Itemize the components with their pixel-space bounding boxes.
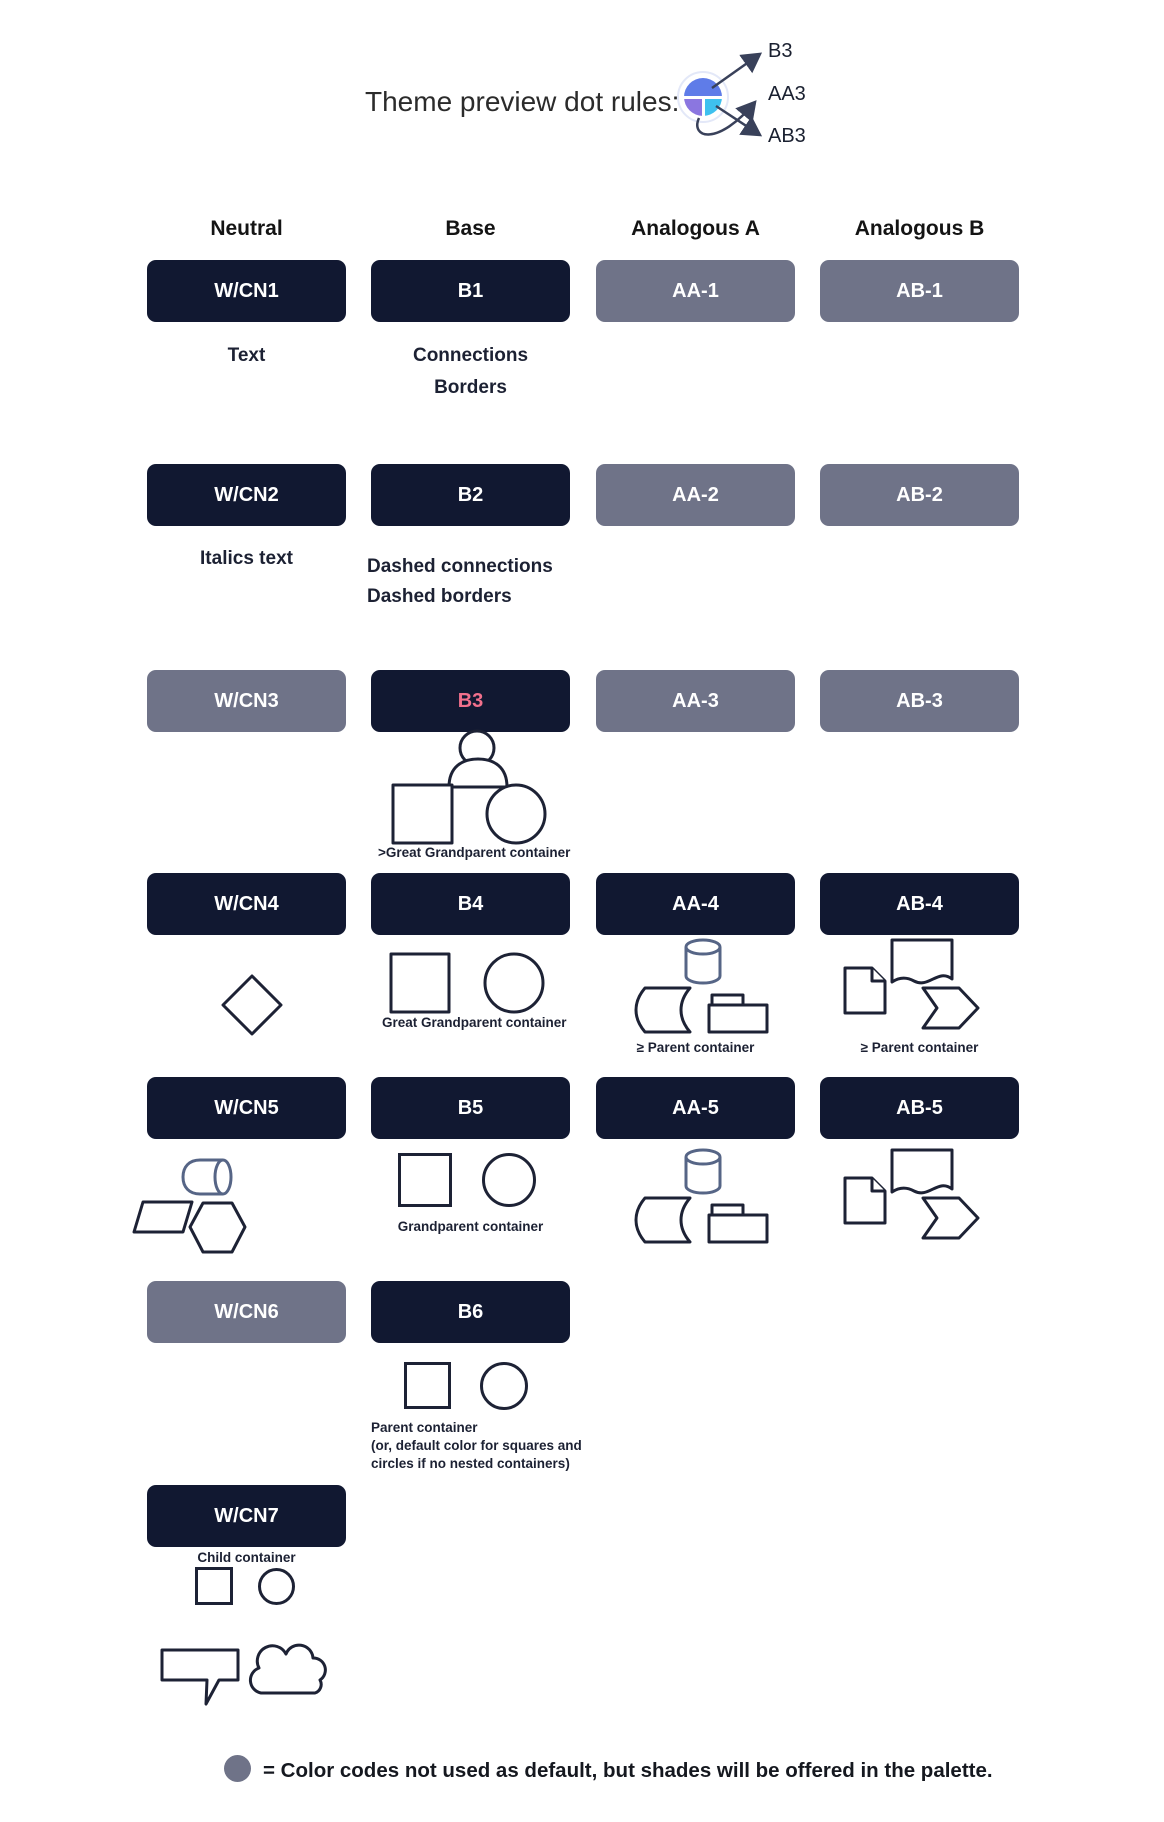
swatch-b6: B6 xyxy=(371,1281,570,1343)
document-icon xyxy=(845,1178,885,1223)
circle-shape xyxy=(258,1568,295,1605)
note-dashed-borders: Dashed borders xyxy=(367,586,512,607)
b3-figures xyxy=(385,725,553,847)
note-ge-parent-aa: ≥ Parent container xyxy=(636,1040,755,1055)
note-ge-parent-ab: ≥ Parent container xyxy=(860,1040,979,1055)
cloud-icon xyxy=(250,1645,325,1693)
swatch-ab5: AB-5 xyxy=(820,1077,1019,1139)
note-parent: Parent container xyxy=(371,1420,478,1435)
swatch-wcn7: W/CN7 xyxy=(147,1485,346,1547)
hexagon-shape xyxy=(190,1203,245,1252)
swatch-ab4: AB-4 xyxy=(820,873,1019,935)
chevron-icon xyxy=(923,988,978,1028)
swatch-ab2: AB-2 xyxy=(820,464,1019,526)
footer-note: = Color codes not used as default, but shades will be offered in the palette. xyxy=(263,1759,993,1782)
note-text: Text xyxy=(227,345,266,366)
legend-label-aa3: AA3 xyxy=(768,83,806,105)
legend-label-ab3: AB3 xyxy=(768,125,806,147)
cylinder-icon xyxy=(686,940,720,954)
person-icon xyxy=(449,759,507,787)
wcn7-figures xyxy=(155,1640,335,1710)
swatch-b1: B1 xyxy=(371,260,570,322)
square-shape xyxy=(398,1153,452,1207)
folder-icon xyxy=(709,1215,767,1242)
swatch-wcn1: W/CN1 xyxy=(147,260,346,322)
wcn5-figures xyxy=(130,1150,255,1258)
swatch-ab1: AB-1 xyxy=(820,260,1019,322)
speech-bubble-icon xyxy=(162,1650,238,1704)
note-parent-alt2: circles if no nested containers) xyxy=(371,1456,570,1471)
swatch-wcn5: W/CN5 xyxy=(147,1077,346,1139)
swatch-b2: B2 xyxy=(371,464,570,526)
wcn4-figures xyxy=(220,973,284,1037)
chevron-icon xyxy=(923,1198,978,1238)
page-title: Theme preview dot rules: xyxy=(365,86,680,117)
swatch-ab3: AB-3 xyxy=(820,670,1019,732)
note-italics-text: Italics text xyxy=(200,548,293,569)
note-dashed-connections: Dashed connections xyxy=(367,556,553,577)
circle-shape xyxy=(485,954,543,1012)
circle-shape xyxy=(487,785,545,843)
square-shape xyxy=(195,1567,233,1605)
cylinder-icon xyxy=(215,1160,231,1194)
arrow-to-aa3 xyxy=(697,102,755,134)
note-borders: Borders xyxy=(434,377,507,398)
note-gt-great-grandparent: >Great Grandparent container xyxy=(378,845,571,860)
document-icon xyxy=(845,968,885,1013)
cylinder-icon xyxy=(686,1150,720,1164)
square-shape xyxy=(391,954,449,1012)
swatch-wcn3: W/CN3 xyxy=(147,670,346,732)
legend-label-b3: B3 xyxy=(768,40,793,62)
note-connections: Connections xyxy=(412,345,529,366)
column-header-neutral: Neutral xyxy=(210,217,283,240)
note-grandparent: Grandparent container xyxy=(397,1219,544,1234)
swatch-aa2: AA-2 xyxy=(596,464,795,526)
arrow-to-b3 xyxy=(712,54,760,88)
folder-icon xyxy=(709,1005,767,1032)
color-dot xyxy=(224,1755,251,1782)
square-shape xyxy=(404,1362,451,1409)
swatch-wcn6: W/CN6 xyxy=(147,1281,346,1343)
note-great-grandparent: Great Grandparent container xyxy=(382,1015,567,1030)
square-shape xyxy=(393,785,452,843)
swatch-b4: B4 xyxy=(371,873,570,935)
ab4-figures xyxy=(840,935,985,1035)
column-header-base: Base xyxy=(445,217,496,240)
circle-shape xyxy=(482,1153,536,1207)
ab5-figures xyxy=(840,1145,985,1245)
swatch-aa4: AA-4 xyxy=(596,873,795,935)
swatch-wcn4: W/CN4 xyxy=(147,873,346,935)
aa4-figures xyxy=(625,935,775,1035)
swatch-aa1: AA-1 xyxy=(596,260,795,322)
wavy-document-icon xyxy=(892,940,952,983)
b4-figures xyxy=(388,950,548,1016)
diamond-shape xyxy=(223,976,281,1034)
parallelogram-shape xyxy=(134,1202,192,1232)
document-icon xyxy=(872,968,885,981)
swatch-wcn2: W/CN2 xyxy=(147,464,346,526)
note-child: Child container xyxy=(197,1550,296,1565)
column-header-analogous-b: Analogous B xyxy=(854,217,985,240)
wavy-document-icon xyxy=(892,1150,952,1193)
swatch-b3: B3 xyxy=(371,670,570,732)
swatch-b5: B5 xyxy=(371,1077,570,1139)
swatch-aa5: AA-5 xyxy=(596,1077,795,1139)
column-header-analogous-a: Analogous A xyxy=(631,217,760,240)
aa5-figures xyxy=(625,1145,775,1245)
stored-data-icon xyxy=(636,988,690,1032)
circle-shape xyxy=(480,1362,528,1410)
note-parent-alt1: (or, default color for squares and xyxy=(371,1438,582,1453)
swatch-aa3: AA-3 xyxy=(596,670,795,732)
stored-data-icon xyxy=(636,1198,690,1242)
